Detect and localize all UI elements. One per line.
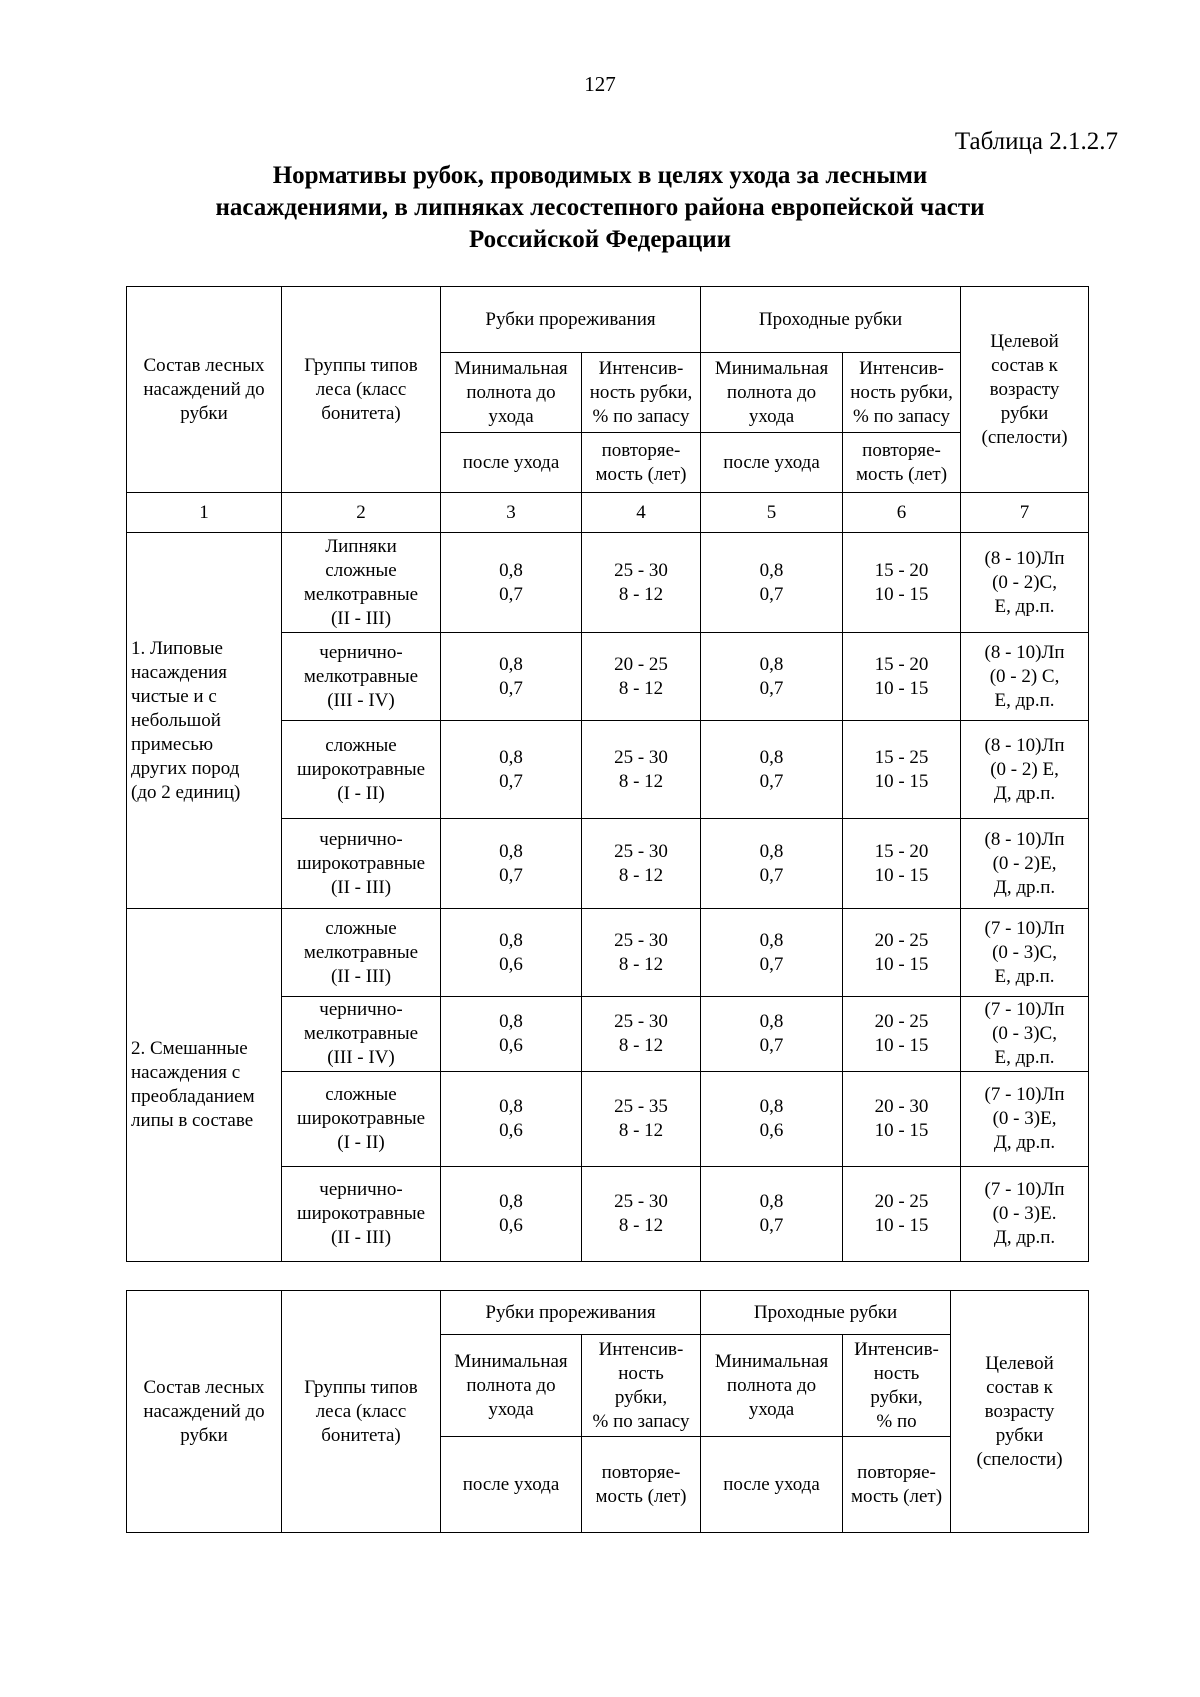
header-forest-types: Группы типов леса (класс бонитета)	[282, 287, 441, 493]
header-min-density: Минимальная полнота до ухода	[441, 1335, 582, 1437]
density-cell: 0,8 0,6	[441, 1072, 582, 1167]
density-cell: 0,8 0,7	[441, 819, 582, 909]
forest-type-cell: сложные мелкотравные (II - III)	[282, 909, 441, 997]
density-cell: 0,8 0,7	[701, 1167, 843, 1262]
density-cell: 0,8 0,7	[701, 533, 843, 633]
header-passage: Проходные рубки	[701, 287, 961, 353]
density-cell: 0,8 0,7	[441, 633, 582, 721]
header-repeatability: повторяе- мость (лет)	[582, 1437, 701, 1533]
intensity-cell: 25 - 30 8 - 12	[582, 1167, 701, 1262]
header-after-care: после ухода	[701, 433, 843, 493]
intensity-cell: 25 - 35 8 - 12	[582, 1072, 701, 1167]
title-line: насаждениями, в липняках лесостепного района европейской части	[215, 194, 985, 221]
header-after-care: после ухода	[701, 1437, 843, 1533]
forest-type-cell: сложные широкотравные (I - II)	[282, 721, 441, 819]
density-cell: 0,8 0,7	[701, 997, 843, 1072]
target-cell: (8 - 10)Лп (0 - 2)Е, Д, др.п.	[961, 819, 1089, 909]
density-cell: 0,8 0,6	[441, 997, 582, 1072]
header-min-density: Минимальная полнота до ухода	[701, 1335, 843, 1437]
column-number: 1	[127, 493, 282, 533]
density-cell: 0,8 0,7	[701, 909, 843, 997]
intensity-cell: 15 - 20 10 - 15	[843, 533, 961, 633]
forest-type-cell: чернично- мелкотравные (III - IV)	[282, 633, 441, 721]
density-cell: 0,8 0,6	[441, 909, 582, 997]
density-cell: 0,8 0,7	[701, 721, 843, 819]
target-cell: (8 - 10)Лп (0 - 2)С, Е, др.п.	[961, 533, 1089, 633]
column-number: 7	[961, 493, 1089, 533]
intensity-cell: 15 - 25 10 - 15	[843, 721, 961, 819]
density-cell: 0,8 0,7	[701, 633, 843, 721]
target-cell: (8 - 10)Лп (0 - 2) Е, Д, др.п.	[961, 721, 1089, 819]
density-cell: 0,8 0,6	[441, 1167, 582, 1262]
intensity-cell: 15 - 20 10 - 15	[843, 633, 961, 721]
group-name: 1. Липовые насаждения чистые и с небольшой примесью других пород (до 2 единиц)	[127, 533, 282, 909]
header-after-care: после ухода	[441, 1437, 582, 1533]
header-after-care: после ухода	[441, 433, 582, 493]
header-composition: Состав лесных насаждений до рубки	[127, 1291, 282, 1533]
forest-type-cell: чернично- широкотравные (II - III)	[282, 819, 441, 909]
intensity-cell: 20 - 25 10 - 15	[843, 997, 961, 1072]
header-intensity: Интенсив- ность рубки, % по запасу	[582, 353, 701, 433]
column-number: 4	[582, 493, 701, 533]
title-line: Российской Федерации	[468, 226, 732, 253]
page-number: 127	[584, 72, 616, 96]
target-cell: (7 - 10)Лп (0 - 3)С, Е, др.п.	[961, 997, 1089, 1072]
header-intensity: Интенсив- ность рубки, % по запасу	[843, 353, 961, 433]
forest-type-cell: сложные широкотравные (I - II)	[282, 1072, 441, 1167]
column-number: 5	[701, 493, 843, 533]
intensity-cell: 20 - 25 8 - 12	[582, 633, 701, 721]
table-row	[127, 533, 1089, 633]
header-repeatability: повторяе- мость (лет)	[843, 433, 961, 493]
header-target: Целевой состав к возрасту рубки (спелости)	[961, 287, 1089, 493]
header-thinning: Рубки прореживания	[441, 1291, 701, 1335]
intensity-cell: 25 - 30 8 - 12	[582, 533, 701, 633]
column-number: 3	[441, 493, 582, 533]
density-cell: 0,8 0,7	[701, 819, 843, 909]
norms-table	[126, 286, 1089, 1262]
header-thinning: Рубки прореживания	[441, 287, 701, 353]
header-intensity: Интенсив- ность рубки, % по	[843, 1335, 951, 1437]
header-repeatability: повторяе- мость (лет)	[843, 1437, 951, 1533]
target-cell: (7 - 10)Лп (0 - 3)Е. Д, др.п.	[961, 1167, 1089, 1262]
group-name: 2. Смешанные насаждения с преобладанием липы в составе	[127, 909, 282, 1262]
intensity-cell: 20 - 25 10 - 15	[843, 1167, 961, 1262]
header-intensity: Интенсив- ность рубки, % по запасу	[582, 1335, 701, 1437]
density-cell: 0,8 0,7	[441, 533, 582, 633]
header-min-density: Минимальная полнота до ухода	[701, 353, 843, 433]
forest-type-cell: чернично- мелкотравные (III - IV)	[282, 997, 441, 1072]
forest-type-cell: чернично- широкотравные (II - III)	[282, 1167, 441, 1262]
intensity-cell: 20 - 25 10 - 15	[843, 909, 961, 997]
density-cell: 0,8 0,7	[441, 721, 582, 819]
intensity-cell: 20 - 30 10 - 15	[843, 1072, 961, 1167]
target-cell: (8 - 10)Лп (0 - 2) С, Е, др.п.	[961, 633, 1089, 721]
density-cell: 0,8 0,6	[701, 1072, 843, 1167]
document-title	[150, 160, 1050, 256]
column-number: 2	[282, 493, 441, 533]
column-number: 6	[843, 493, 961, 533]
header-min-density: Минимальная полнота до ухода	[441, 353, 582, 433]
forest-type-cell: Липняки сложные мелкотравные (II - III)	[282, 533, 441, 633]
intensity-cell: 25 - 30 8 - 12	[582, 819, 701, 909]
header-repeatability: повторяе- мость (лет)	[582, 433, 701, 493]
header-target: Целевой состав к возрасту рубки (спелости)	[951, 1291, 1089, 1533]
table-row	[127, 909, 1089, 997]
intensity-cell: 15 - 20 10 - 15	[843, 819, 961, 909]
header-composition: Состав лесных насаждений до рубки	[127, 287, 282, 493]
intensity-cell: 25 - 30 8 - 12	[582, 721, 701, 819]
table-label: Таблица 2.1.2.7	[954, 128, 1118, 155]
target-cell: (7 - 10)Лп (0 - 3)Е, Д, др.п.	[961, 1072, 1089, 1167]
header-passage: Проходные рубки	[701, 1291, 951, 1335]
header-forest-types: Группы типов леса (класс бонитета)	[282, 1291, 441, 1533]
title-line: Нормативы рубок, проводимых в целях ухода за лесными	[272, 162, 928, 189]
continuation-header-table	[126, 1290, 1089, 1533]
intensity-cell: 25 - 30 8 - 12	[582, 997, 701, 1072]
intensity-cell: 25 - 30 8 - 12	[582, 909, 701, 997]
target-cell: (7 - 10)Лп (0 - 3)С, Е, др.п.	[961, 909, 1089, 997]
